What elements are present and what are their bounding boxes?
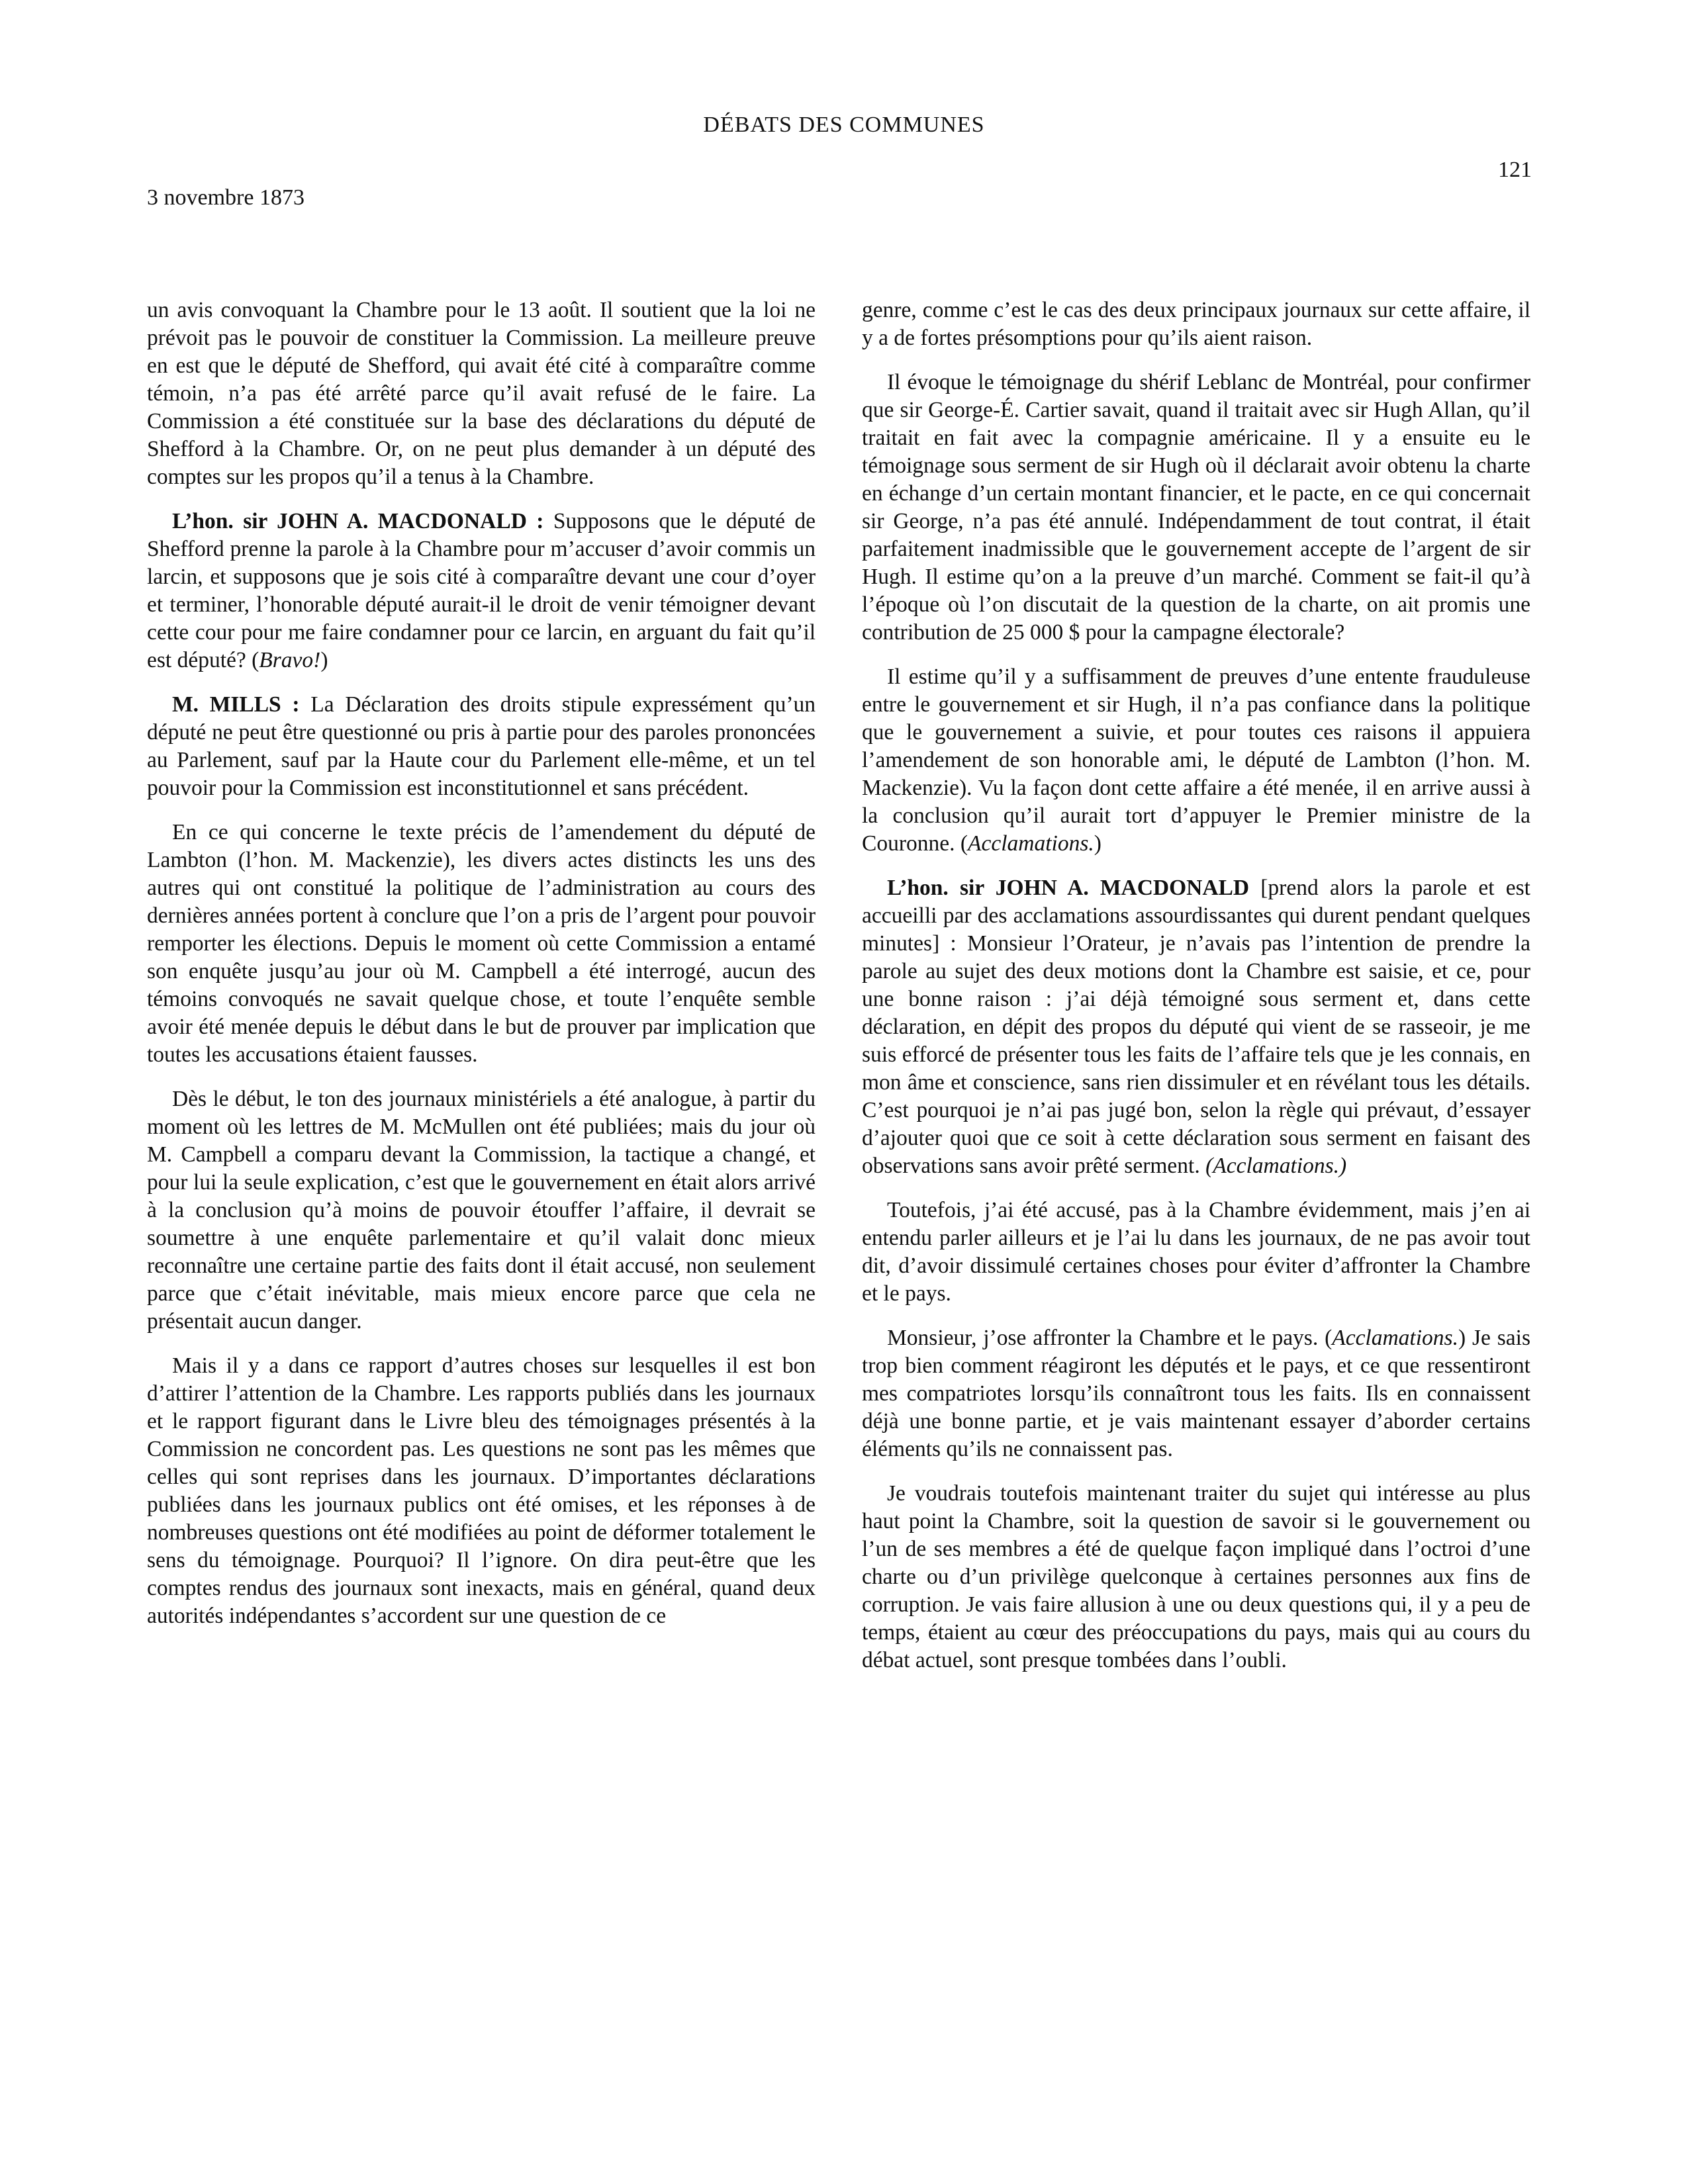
paragraph — [862, 663, 1530, 858]
interjection: Acclamations. — [968, 831, 1094, 856]
paragraph: un avis convoquant la Chambre pour le 13 août. Il soutient que la loi ne prévoit pas le pouvoir de constituer la Commission. La meilleure preuve en est que le député de Shefford, qui avait été cité à comparaître comme témoin, n’a pas été arrêté parce qu’il avait refusé de le faire. La Commission a été constituée sur la base des déclarations du député de Shefford à la Chambre. Or, on ne peut plus demander à un député des comptes sur les propos qu’il a tenus à la Chambre. — [147, 298, 816, 489]
paragraph: Je voudrais toutefois maintenant traiter du sujet qui intéresse au plus haut point la Chambre, soit la question de savoir si le gouvernement ou l’un de ses membres a été de quelque façon impliqué dans l’octroi d’une charte ou d’un privilège quelconque à certaines personnes aux fins de corruption. Je vais faire allusion à une ou deux questions qui, il y a peu de temps, étaient au cœur des préoccupations du pays, mais qui au cours du débat actuel, sont presque tombées dans l’oubli. — [862, 1481, 1530, 1672]
page-number: 121 — [1498, 158, 1532, 182]
paragraph: Dès le début, le ton des journaux ministériels a été analogue, à partir du moment où les lettres de M. McMullen ont été publiées; mais du jour où M. Campbell a comparu devant la Commission, la tactique a changé, et pour lui la seule explication, c’est que le gouvernement en était alors arrivé à la conclusion qu’à moins de pouvoir étouffer l’affaire, il devrait se soumettre à une enquête parlementaire et qu’il valait donc mieux reconnaître une certaine partie des faits dont il était accusé, non seulement parce que c’était inévitable, mais mieux encore parce que cela ne présentait aucun danger. — [147, 1087, 816, 1334]
speaker-name: L’hon. sir JOHN A. MACDONALD — [887, 876, 1250, 900]
paragraph: genre, comme c’est le cas des deux principaux journaux sur cette affaire, il y a de fortes présomptions pour qu’ils aient raison. — [862, 298, 1530, 350]
speaker-name: L’hon. sir JOHN A. MACDONALD : — [172, 509, 544, 533]
paragraph-text: ) — [320, 648, 328, 672]
page-date: 3 novembre 1873 — [147, 185, 305, 210]
right-column — [862, 296, 1530, 1691]
paragraph: Mais il y a dans ce rapport d’autres choses sur lesquelles il est bon d’attirer l’attention de la Chambre. Les rapports publiés dans les journaux et le rapport figurant dans le Livre bleu des témoignages présentés à la Commission ne concordent pas. Les questions ne sont pas les mêmes que celles qui sont reprises dans les journaux. D’importantes déclarations publiées dans les journaux publics ont été omises, et les réponses à de nombreuses questions ont été modifiées au point de déformer totalement le sens du témoignage. Pourquoi? Il l’ignore. On dira peut-être que les comptes rendus des journaux sont inexacts, mais en général, quand deux autorités indépendantes s’accordent sur une question de ce — [147, 1353, 816, 1628]
paragraph-text: ) Je sais trop bien comment réagiront les députés et le pays, et ce que ressentiront mes compatriotes lorsqu’ils connaîtront tous les faits. Ils en connaissent déjà une bonne partie, et je vais maintenant essayer d’aborder certains éléments qu’ils ne connaissent pas. — [862, 1326, 1530, 1461]
paragraph — [862, 874, 1530, 1180]
left-column — [147, 296, 816, 1647]
paragraph: En ce qui concerne le texte précis de l’amendement du député de Lambton (l’hon. M. Mackenzie), les divers actes distincts les uns des autres qui ont constitué la politique de l’administration au cours des dernières années portent à conclure que l’on a pris de l’argent pour pouvoir remporter les élections. Depuis le moment où cette Commission a entamé son enquête jusqu’au jour où M. Campbell a été interrogé, aucun des témoins convoqués ne savait quelque chose, et toute l’enquête semble avoir été menée depuis le début dans le but de prouver par implication que toutes les accusations étaient fausses. — [147, 820, 816, 1067]
paragraph-text: Il estime qu’il y a suffisamment de preuves d’une entente frauduleuse entre le gouvernement et sir Hugh, il n’a pas confiance dans la politique que le gouvernement a suivie, et pour toutes ces raisons il appuiera l’amendement de son honorable ami, le député de Lambton (l’hon. M. Mackenzie). Vu la façon dont cette affaire a été menée, il en arrive aussi à la conclusion qu’il aurait tort d’appuyer le Premier ministre de la Couronne. ( — [862, 664, 1530, 856]
paragraph: Il évoque le témoignage du shérif Leblanc de Montréal, pour confirmer que sir George-É. Cartier savait, quand il traitait avec sir Hugh Allan, qu’il traitait en fait avec la compagnie américaine. Il y a ensuite eu le témoignage sous serment de sir Hugh où il déclarait avoir obtenu la charte en échange d’un certain montant financier, et le pacte, en ce qui concernait sir George, n’a pas été annulé. Indépendamment de tout contrat, il était parfaitement inadmissible que le gouvernement accepte de l’argent de sir Hugh. Il estime qu’on a la preuve d’un marché. Comment se fait-il qu’à l’époque où l’on discutait de la question de la charte, on ait promis une contribution de 25 000 $ pour la campagne électorale? — [862, 370, 1530, 645]
paragraph-text: ) — [1094, 831, 1102, 856]
paragraph-text: [prend alors la parole et est accueilli par des acclamations assourdissantes qui durent pendant quelques minutes] : Monsieur l’Orateur, je n’avais pas l’intention de prendre la parole au sujet des deux motions dont la Chambre est saisie, et ce, pour une bonne raison : j’ai déjà témoigné sous serment et, dans cette déclaration, en dépit des propos du député qui vient de se rasseoir, je me suis efforcé de présenter tous les faits de l’affaire tels que je les connais, en mon âme et conscience, sans rien dissimuler et en révélant tous les détails. C’est pourquoi je n’ai pas jugé bon, selon la règle qui prévaut, d’essayer d’ajouter quoi que ce soit à cette déclaration sous serment en faisant des observations sans avoir prêté serment. — [862, 876, 1530, 1178]
interjection: (Acclamations.) — [1205, 1154, 1347, 1178]
paragraph — [147, 691, 816, 802]
running-head: DÉBATS DES COMMUNES — [703, 113, 985, 137]
interjection: Bravo! — [259, 648, 321, 672]
paragraph-text: Monsieur, j’ose affronter la Chambre et le pays. ( — [887, 1326, 1333, 1350]
interjection: Acclamations. — [1332, 1326, 1458, 1350]
paragraph — [862, 1324, 1530, 1463]
paragraph — [147, 508, 816, 674]
paragraph-text: La Déclaration des droits stipule expressément qu’un député ne peut être questionné ou pris à partie pour des paroles prononcées au Parlement, sauf par la Haute cour du Parlement elle-même, et un tel pouvoir pour la Commission est inconstitutionnel et sans précédent. — [147, 692, 816, 800]
paragraph: Toutefois, j’ai été accusé, pas à la Chambre évidemment, mais j’en ai entendu parler ailleurs et je l’ai lu dans les journaux, de ne pas avoir tout dit, d’avoir dissimulé certaines choses pour éviter d’affronter la Chambre et le pays. — [862, 1198, 1530, 1306]
speaker-name: M. MILLS : — [172, 692, 300, 717]
paragraph-text: Supposons que le député de Shefford prenne la parole à la Chambre pour m’accuser d’avoir commis un larcin, et supposons que je sois cité à comparaître devant une cour d’oyer et terminer, l’honorable député aurait-il le droit de venir témoigner devant cette cour pour me faire condamner pour ce larcin, en arguant du fait qu’il est député? ( — [147, 509, 816, 672]
